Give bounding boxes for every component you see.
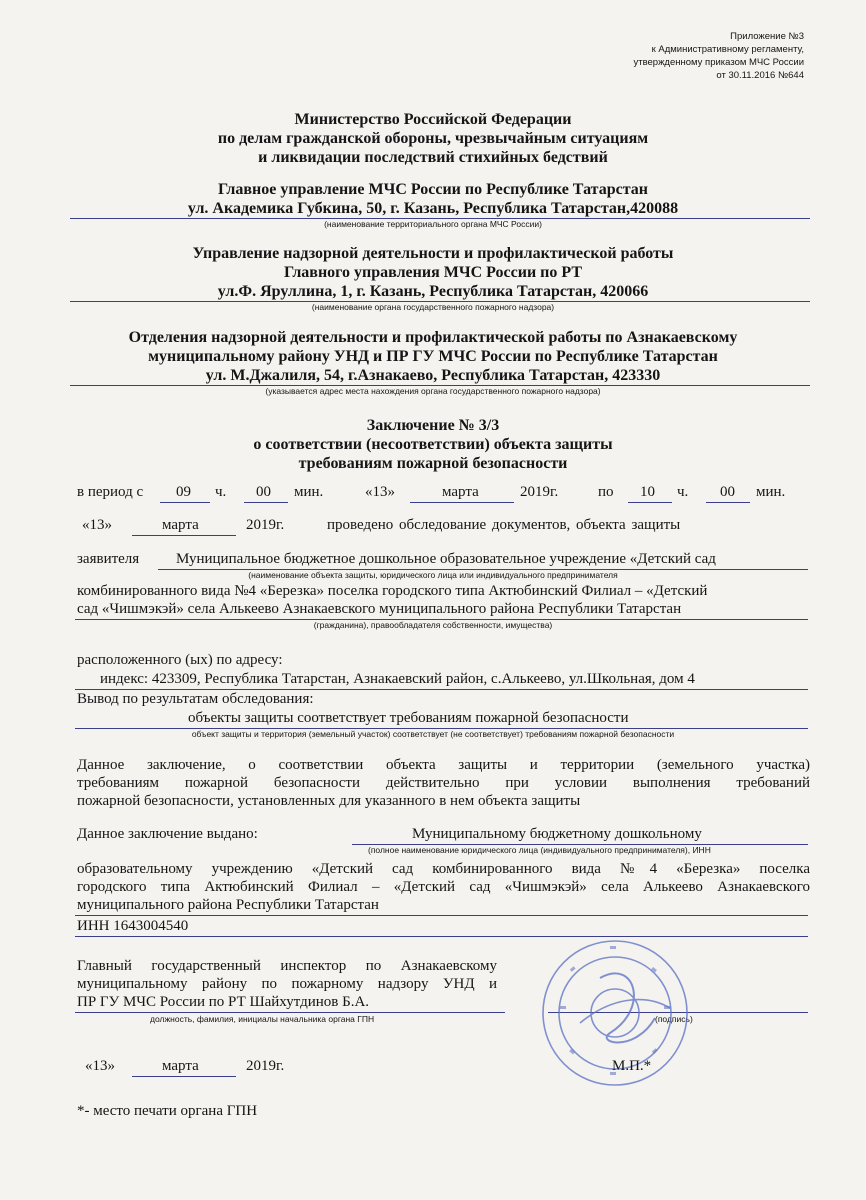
conclusion-label: Вывод по результатам обследования: (77, 691, 314, 707)
minute-label: мин. (294, 484, 324, 500)
territorial-caption: (наименование территориального органа МЧС России) (324, 219, 542, 229)
minute-label: мин. (756, 484, 786, 500)
inspector-caption: должность, фамилия, инициалы начальника органа ГПН (150, 1014, 375, 1024)
applicant-caption-2: (гражданина), правообладателя собственности, имущества) (313, 620, 553, 630)
rule (75, 936, 808, 937)
month-from: марта (442, 484, 479, 500)
hour-label: ч. (677, 484, 689, 500)
validity-line2: требованиям пожарной безопасности действительно при условии выполнения требований (77, 775, 810, 791)
hour-label: ч. (215, 484, 227, 500)
issued-line3: городского типа Актюбинский Филиал – «Детский сад «Чишмэкэй» села Алькеево Азнакаевского (77, 879, 810, 895)
rule (75, 915, 808, 916)
rule (628, 502, 672, 503)
supervision-line1: Управление надзорной деятельности и профилактической работы (192, 245, 674, 262)
rule (132, 535, 236, 536)
rule (75, 689, 808, 690)
department-line2: муниципальному району УНД и ПР ГУ МЧС России по Республике Татарстан (148, 348, 718, 365)
address-value: индекс: 423309, Республика Татарстан, Азнакаевский район, с.Алькеево, ул.Школьная, дом 4 (100, 671, 695, 687)
applicant-line3: сад «Чишмэкэй» села Алькеево Азнакаевского муниципального района Республики Татарстан (77, 601, 682, 617)
rule (410, 502, 514, 503)
applicant-label: заявителя (77, 551, 140, 567)
issued-value: Муниципальному бюджетному дошкольному (412, 826, 702, 842)
hour-from: 09 (176, 484, 191, 500)
department-caption: (указывается адрес места нахождения органа государственного пожарного надзора) (265, 386, 601, 396)
validity-line1: Данное заключение, о соответствии объекта защиты и территории (земельного участка) (77, 757, 810, 773)
ministry-line3: и ликвидации последствий стихийных бедствий (258, 149, 608, 166)
conclusion-caption: объект защиты и территория (земельный участок) соответствует (не соответствует) требованиям пожарной безопасности (191, 729, 675, 739)
issue-month: марта (162, 1058, 199, 1074)
inspector-line1: Главный государственный инспектор по Азнакаевскому (77, 958, 497, 974)
period-prefix: в период с (77, 484, 144, 500)
issued-line4: муниципального района Республики Татарстан (77, 897, 379, 913)
supervision-caption: (наименование органа государственного пожарного надзора) (311, 302, 555, 312)
supervision-line2: Главного управления МЧС России по РТ (283, 264, 583, 281)
validity-line3: пожарной безопасности, установленных для указанного в нем объекта защиты (77, 793, 581, 809)
issue-day: «13» (85, 1058, 115, 1074)
minute-to: 00 (720, 484, 735, 500)
conclusion-subject-2: требованиям пожарной безопасности (298, 455, 568, 472)
conclusion-number: Заключение № 3/3 (366, 417, 500, 434)
day-from: «13» (365, 484, 395, 500)
inspector-line3: ПР ГУ МЧС России по РТ Шайхутдинов Б.А. (77, 994, 370, 1010)
conducted-text: проведено обследование документов, объекта защиты (327, 517, 681, 533)
territorial-address: ул. Академика Губкина, 50, г. Казань, Республика Татарстан,420088 (187, 200, 679, 217)
signature-caption: (подпись) (655, 1014, 693, 1024)
applicant-line2: комбинированного вида №4 «Березка» поселка городского типа Актюбинский Филиал – «Детский (77, 583, 708, 599)
rule (244, 502, 288, 503)
period-to: по (598, 484, 614, 500)
ministry-line1: Министерство Российской Федерации (294, 111, 572, 128)
issued-line2: образовательному учреждению «Детский сад комбинированного вида №4 «Березка» поселка (77, 861, 810, 877)
year-conducted: 2019г. (246, 517, 285, 533)
inn-value: ИНН 1643004540 (77, 918, 189, 934)
department-address: ул. М.Джалиля, 54, г.Азнакаево, Республика Татарстан, 423330 (205, 367, 661, 384)
inspector-line2: муниципальному району по пожарному надзору УНД и (77, 976, 497, 992)
month-conducted: марта (162, 517, 199, 533)
ministry-line2: по делам гражданской обороны, чрезвычайным ситуациям (217, 130, 649, 147)
rule (75, 1012, 505, 1013)
hour-to: 10 (640, 484, 655, 500)
seal-mark: М.П.* (612, 1058, 652, 1074)
day-conducted: «13» (82, 517, 112, 533)
conclusion-subject: о соответствии (несоответствии) объекта защиты (253, 436, 613, 453)
footnote: *- место печати органа ГПН (77, 1103, 258, 1119)
address-label: расположенного (ых) по адресу: (77, 652, 283, 668)
territorial-name: Главное управление МЧС России по Республике Татарстан (218, 181, 648, 198)
year-from: 2019г. (520, 484, 559, 500)
rule (160, 502, 210, 503)
applicant-caption: (наименование объекта защиты, юридического лица или индивидуального предпринимателя (248, 570, 618, 580)
supervision-address: ул.Ф. Яруллина, 1, г. Казань, Республика Татарстан, 420066 (217, 283, 649, 300)
conclusion-value: объекты защиты соответствует требованиям пожарной безопасности (188, 710, 629, 726)
applicant-name: Муниципальное бюджетное дошкольное образовательное учреждение «Детский сад (176, 551, 716, 567)
rule (132, 1076, 236, 1077)
department-line1: Отделения надзорной деятельности и профилактической работы по Азнакаевскому (128, 329, 738, 346)
issue-year: 2019г. (246, 1058, 285, 1074)
issued-label: Данное заключение выдано: (77, 826, 258, 842)
rule (706, 502, 750, 503)
issued-caption: (полное наименование юридического лица (индивидуального предпринимателя), ИНН (368, 845, 711, 855)
appendix-note: Приложение №3 к Административному регламенту, утвержденному приказом МЧС России от 30.11.2016 №644 (633, 31, 804, 81)
minute-from: 00 (256, 484, 271, 500)
